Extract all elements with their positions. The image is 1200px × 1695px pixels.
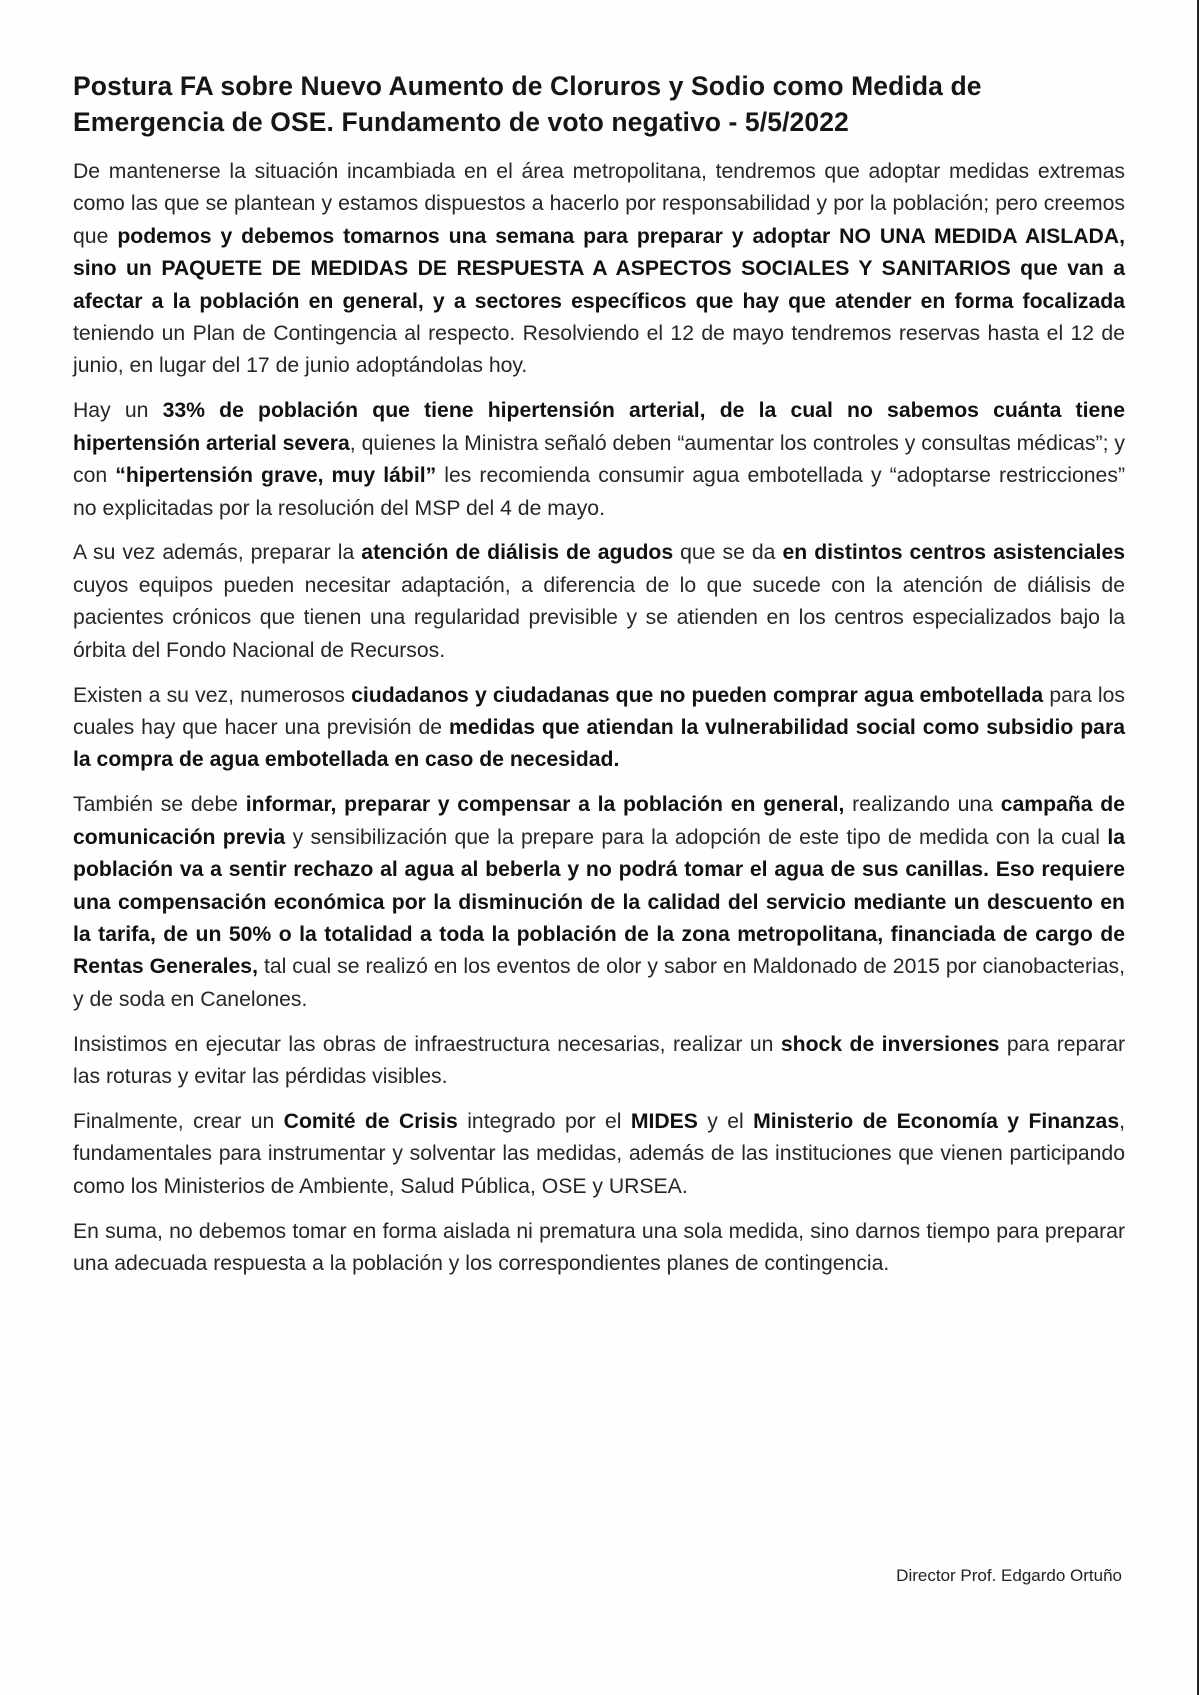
text-segment: y sensibilización que la prepare para la adopción de este tipo de medida con la cual <box>285 825 1108 849</box>
bold-text-segment: podemos y debemos tomarnos una semana para preparar y adoptar NO UNA MEDIDA AISLADA, sino un PAQUETE DE MEDIDAS DE RESPUESTA A ASPECTOS SOCIALES Y SANITARIOS que van a afectar a la población en general, y a sectores específicos que hay que atender en forma focalizada <box>73 224 1125 313</box>
paragraph-6 <box>73 1029 1125 1094</box>
bold-text-segment: Ministerio de Economía y Finanzas <box>753 1109 1120 1133</box>
bold-text-segment: shock de inversiones <box>780 1032 1000 1056</box>
text-segment: les recomienda consumir agua embotellada y “adoptarse restricciones” no explicitadas por la resolución del MSP del 4 de mayo. <box>73 464 1125 520</box>
text-segment: A su vez además, preparar la <box>73 541 362 565</box>
text-segment: En suma, no debemos tomar en forma aislada ni prematura una sola medida, sino darnos tiempo para preparar una adecuada respuesta a la población y los correspondientes planes de contingencia. <box>73 1219 1125 1276</box>
text-segment: También se debe <box>73 793 246 817</box>
text-segment: cuyos equipos pueden necesitar adaptación, a diferencia de lo que sucede con la atención de diálisis de pacientes crónicos que tienen una regularidad previsible y se atienden en los centros especializados bajo la órbita del Fondo Nacional de Recursos. <box>73 573 1125 662</box>
bold-text-segment: “hipertensión grave, muy lábil” <box>115 464 437 488</box>
paragraph-3 <box>73 537 1125 667</box>
paragraph-5 <box>73 789 1125 1016</box>
bold-text-segment: ciudadanos y ciudadanas que no pueden comprar agua embotellada <box>351 683 1044 707</box>
signature: Director Prof. Edgardo Ortuño <box>896 1566 1122 1585</box>
bold-text-segment: la población va a sentir rechazo al agua al beberla y no podrá tomar el agua de sus canillas. Eso requiere una compensación económica por la disminución de la calidad del servicio mediante un descuento en la tarifa, de un 50% o la totalidad a toda la población de la zona metropolitana, financiada de cargo de Rentas Generales, <box>73 825 1125 979</box>
text-segment: integrado por el <box>457 1109 631 1133</box>
text-segment: , quienes la Ministra señaló deben “aumentar los controles y consultas médicas”; y con <box>73 431 1125 488</box>
bold-text-segment: en distintos centros asistenciales <box>782 541 1126 565</box>
document-title: Postura FA sobre Nuevo Aumento de Cloruros y Sodio como Medida de Emergencia de OSE. Fundamento de voto negativo - 5/5/2022 <box>73 71 982 137</box>
paragraph-8 <box>73 1216 1125 1281</box>
text-segment: Existen a su vez, numerosos <box>73 683 352 707</box>
text-segment: tal cual se realizó en los eventos de olor y sabor en Maldonado de 2015 por cianobacterias, y de soda en Canelones. <box>73 955 1125 1011</box>
text-segment: Finalmente, crear un <box>73 1109 284 1133</box>
text-segment: y el <box>697 1109 754 1133</box>
text-segment: Hay un <box>73 399 163 423</box>
text-segment: Insistimos en ejecutar las obras de infraestructura necesarias, realizar un <box>73 1032 781 1056</box>
text-segment: teniendo un Plan de Contingencia al respecto. Resolviendo el 12 de mayo tendremos reservas hasta el 12 de junio, en lugar del 17 de junio adoptándolas hoy. <box>73 322 1125 378</box>
text-segment: realizando una <box>844 793 1001 817</box>
text-segment: para reparar las roturas y evitar las pérdidas visibles. <box>73 1032 1125 1089</box>
bold-text-segment: campaña de comunicación previa <box>73 793 1125 849</box>
bold-text-segment: MIDES <box>630 1109 698 1133</box>
bold-text-segment: informar, preparar y compensar a la población en general, <box>245 793 845 817</box>
paragraph-7 <box>73 1106 1125 1203</box>
text-segment: para los cuales hay que hacer una previsión de <box>73 683 1125 739</box>
document-body <box>73 68 1125 1293</box>
bold-text-segment: medidas que atiendan la vulnerabilidad social como subsidio para la compra de agua embotellada en caso de necesidad. <box>73 716 1125 772</box>
paragraph-2 <box>73 395 1125 525</box>
bold-text-segment: Comité de Crisis <box>283 1109 458 1133</box>
paragraph-1 <box>73 156 1125 383</box>
text-segment: De mantenerse la situación incambiada en el área metropolitana, tendremos que adoptar medidas extremas como las que se plantean y estamos dispuestos a hacerlo por responsabilidad y por la población; pero creemos que <box>73 160 1125 248</box>
paragraphs-container <box>73 156 1125 1281</box>
text-segment: , fundamentales para instrumentar y solventar las medidas, además de las instituciones que vienen participando como los Ministerios de Ambiente, Salud Pública, OSE y URSEA. <box>73 1109 1126 1198</box>
bold-text-segment: 33% de población que tiene hipertensión arterial, de la cual no sabemos cuánta tiene hipertensión arterial severa <box>73 399 1125 455</box>
text-segment: que se da <box>673 541 783 565</box>
paragraph-4 <box>73 680 1125 777</box>
bold-text-segment: atención de diálisis de agudos <box>361 541 674 565</box>
